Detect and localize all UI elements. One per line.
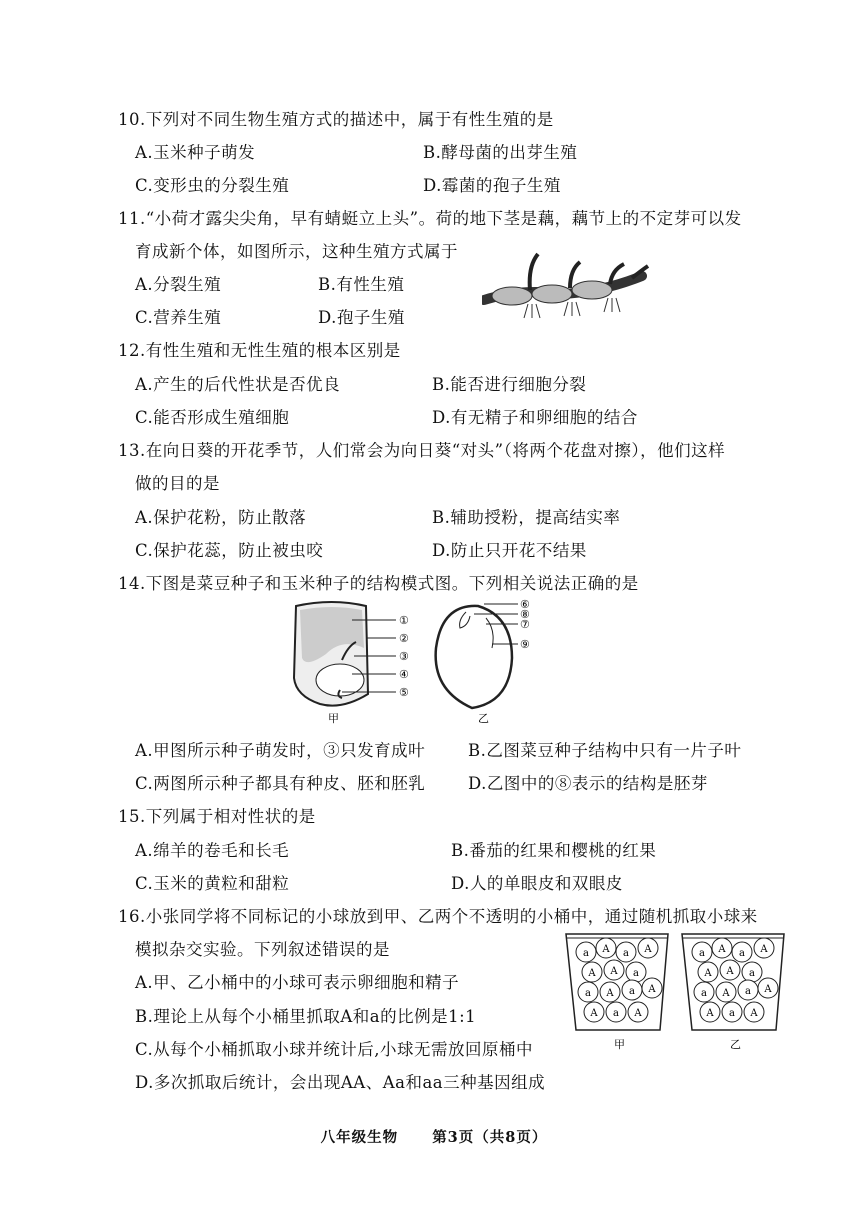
bean-seed-diagram <box>436 598 530 725</box>
bucket-yi-ball-label: a <box>749 968 755 979</box>
bucket-yi-ball-label: A <box>726 966 734 977</box>
q10-stem: 10.下列对不同生物生殖方式的描述中，属于有性生殖的是 <box>118 110 554 129</box>
bucket-jia-ball-label: A <box>588 968 596 979</box>
bucket-yi-ball-label: A <box>760 944 768 955</box>
bucket-yi-ball-label: A <box>750 1008 758 1019</box>
yi-caption: 乙 <box>478 712 489 725</box>
yi-label-7: ⑦ <box>520 618 530 631</box>
bucket-jia-ball-label: A <box>590 1008 598 1019</box>
jia-label-1: ① <box>399 614 409 627</box>
q15-option-a: A.绵羊的卷毛和长毛 <box>135 841 290 860</box>
yi-label-6: ⑥ <box>520 598 530 611</box>
q11-stem-line2: 育成新个体，如图所示，这种生殖方式属于 <box>135 242 458 261</box>
lotus-rhizome-figure <box>482 252 650 324</box>
q12-option-b: B.能否进行细胞分裂 <box>432 375 587 394</box>
jia-label-4: ④ <box>399 668 409 681</box>
seed-structure-figure <box>282 598 542 728</box>
q14-option-a: A.甲图所示种子萌发时，③只发育成叶 <box>135 741 426 760</box>
bucket-jia-ball-label: A <box>610 966 618 977</box>
q14-option-d: D.乙图中的⑧表示的结构是胚芽 <box>468 774 708 793</box>
q16-option-a: A.甲、乙小桶中的小球可表示卵细胞和精子 <box>135 973 460 992</box>
q10-option-c: C.变形虫的分裂生殖 <box>135 176 290 195</box>
q11-option-c: C.营养生殖 <box>135 308 222 327</box>
bucket-yi-ball-label: A <box>718 944 726 955</box>
q15-option-d: D.人的单眼皮和双眼皮 <box>451 874 623 893</box>
q13-option-b: B.辅助授粉，提高结实率 <box>432 508 621 527</box>
bucket-yi <box>682 934 784 1051</box>
footer-page: 第3页（共8页） <box>432 1129 548 1146</box>
bucket-yi-ball-label: A <box>706 1008 714 1019</box>
q16-option-d: D.多次抓取后统计，会出现AA、Aa和aa三种基因组成 <box>135 1073 546 1092</box>
q12-stem: 12.有性生殖和无性生殖的根本区别是 <box>118 341 401 360</box>
q16-stem-line1: 16.小张同学将不同标记的小球放到甲、乙两个不透明的小桶中，通过随机抓取小球来 <box>118 907 758 926</box>
q10-option-a: A.玉米种子萌发 <box>135 143 256 162</box>
q16-option-b: B.理论上从每个小桶里抓取A和a的比例是1:1 <box>135 1007 477 1026</box>
q11-option-d: D.孢子生殖 <box>318 308 405 327</box>
q12-option-c: C.能否形成生殖细胞 <box>135 408 290 427</box>
q12-option-a: A.产生的后代性状是否优良 <box>135 375 341 394</box>
bucket-jia <box>566 934 668 1051</box>
bucket-jia-ball-label: A <box>634 1008 642 1019</box>
footer-subject: 八年级生物 <box>320 1129 399 1146</box>
q10-option-d: D.霉菌的孢子生殖 <box>423 176 561 195</box>
q14-stem: 14.下图是菜豆种子和玉米种子的结构模式图。下列相关说法正确的是 <box>118 574 639 593</box>
buckets-figure <box>564 930 790 1054</box>
q12-option-d: D.有无精子和卵细胞的结合 <box>432 408 638 427</box>
q10-option-b: B.酵母菌的出芽生殖 <box>423 143 578 162</box>
corn-seed-diagram <box>294 602 409 725</box>
q11-option-b: B.有性生殖 <box>318 275 405 294</box>
yi-label-8: ⑧ <box>520 608 530 621</box>
bucket-jia-ball-label: a <box>585 988 591 999</box>
bucket-jia-ball-label: A <box>602 944 610 955</box>
bucket-jia-ball-label: a <box>623 948 629 959</box>
jia-caption: 甲 <box>328 712 339 725</box>
q16-option-c: C.从每个小桶抓取小球并统计后,小球无需放回原桶中 <box>135 1040 534 1059</box>
bucket-yi-ball-label: A <box>722 988 730 999</box>
q13-option-d: D.防止只开花不结果 <box>432 541 587 560</box>
bucket-jia-ball-label: A <box>606 988 614 999</box>
q13-stem-line1: 13.在向日葵的开花季节，人们常会为向日葵“对头”（将两个花盘对擦），他们这样 <box>118 441 726 460</box>
bucket-yi-caption: 乙 <box>730 1038 741 1051</box>
yi-label-9: ⑨ <box>520 638 530 651</box>
bucket-yi-ball-label: A <box>764 984 772 995</box>
bucket-yi-ball-label: a <box>745 986 751 997</box>
jia-label-3: ③ <box>399 650 409 663</box>
bucket-jia-ball-label: A <box>644 944 652 955</box>
q13-option-a: A.保护花粉，防止散落 <box>135 508 307 527</box>
bucket-yi-ball-label: A <box>704 968 712 979</box>
q14-option-b: B.乙图菜豆种子结构中只有一片子叶 <box>468 741 742 760</box>
bucket-jia-ball-label: a <box>633 968 639 979</box>
q11-stem-line1: 11.“小荷才露尖尖角，早有蜻蜓立上头”。荷的地下茎是藕，藕节上的不定芽可以发 <box>118 209 742 228</box>
bucket-jia-ball-label: A <box>648 984 656 995</box>
bucket-jia-ball-label: a <box>629 986 635 997</box>
bucket-yi-ball-label: a <box>699 948 705 959</box>
q11-option-a: A.分裂生殖 <box>135 275 222 294</box>
q13-stem-line2: 做的目的是 <box>135 474 220 493</box>
q13-option-c: C.保护花蕊，防止被虫咬 <box>135 541 324 560</box>
q15-option-b: B.番茄的红果和樱桃的红果 <box>451 841 657 860</box>
q15-stem: 15.下列属于相对性状的是 <box>118 807 316 826</box>
q16-stem-line2: 模拟杂交实验。下列叙述错误的是 <box>135 940 390 959</box>
bucket-jia-caption: 甲 <box>614 1038 625 1051</box>
page-footer <box>0 1126 868 1147</box>
bucket-yi-ball-label: a <box>701 988 707 999</box>
bucket-jia-ball-label: a <box>613 1008 619 1019</box>
q15-option-c: C.玉米的黄粒和甜粒 <box>135 874 290 893</box>
jia-label-5: ⑤ <box>399 686 409 699</box>
jia-label-2: ② <box>399 632 409 645</box>
bucket-yi-ball-label: a <box>729 1008 735 1019</box>
bucket-yi-ball-label: a <box>739 948 745 959</box>
q14-option-c: C.两图所示种子都具有种皮、胚和胚乳 <box>135 774 426 793</box>
bucket-jia-ball-label: a <box>583 948 589 959</box>
